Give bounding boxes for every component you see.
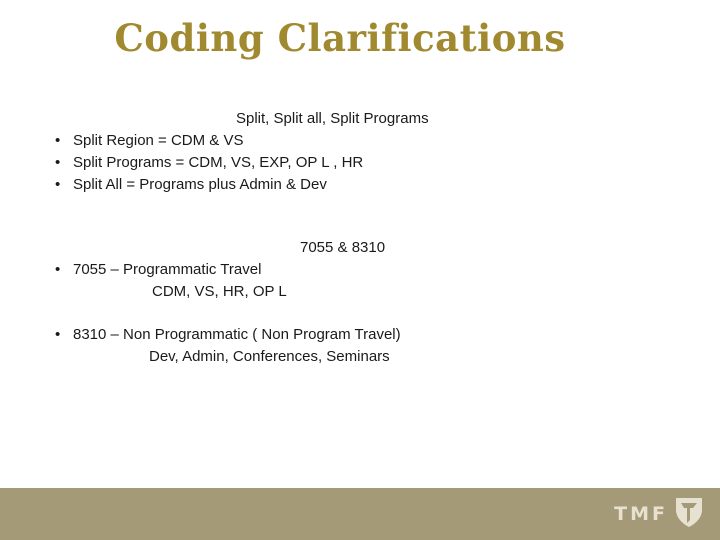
bullet-split-region: Split Region = CDM & VS [73,132,244,149]
bullet-dot: • [55,132,61,149]
tmf-shield-icon [674,496,704,533]
bullet-dot: • [55,154,61,171]
footer-band [0,488,720,540]
tmf-logo [614,498,704,530]
bullet-7055: 7055 – Programmatic Travel [73,261,262,278]
bullet-7055-detail: CDM, VS, HR, OP L [152,283,287,300]
bullet-dot: • [55,326,61,343]
bullet-dot: • [55,176,61,193]
bullet-dot: • [55,261,61,278]
bullet-8310-detail: Dev, Admin, Conferences, Seminars [149,348,390,365]
bullet-split-all: Split All = Programs plus Admin & Dev [73,176,327,193]
section-heading-codes: 7055 & 8310 [300,239,386,256]
bullet-split-programs: Split Programs = CDM, VS, EXP, OP L , HR [73,154,364,171]
logo-text: TMF [614,503,668,525]
bullet-8310: 8310 – Non Programmatic ( Non Program Travel) [73,326,401,343]
section-heading-split: Split, Split all, Split Programs [236,110,429,127]
slide-title: Coding Clarifications [114,16,566,60]
